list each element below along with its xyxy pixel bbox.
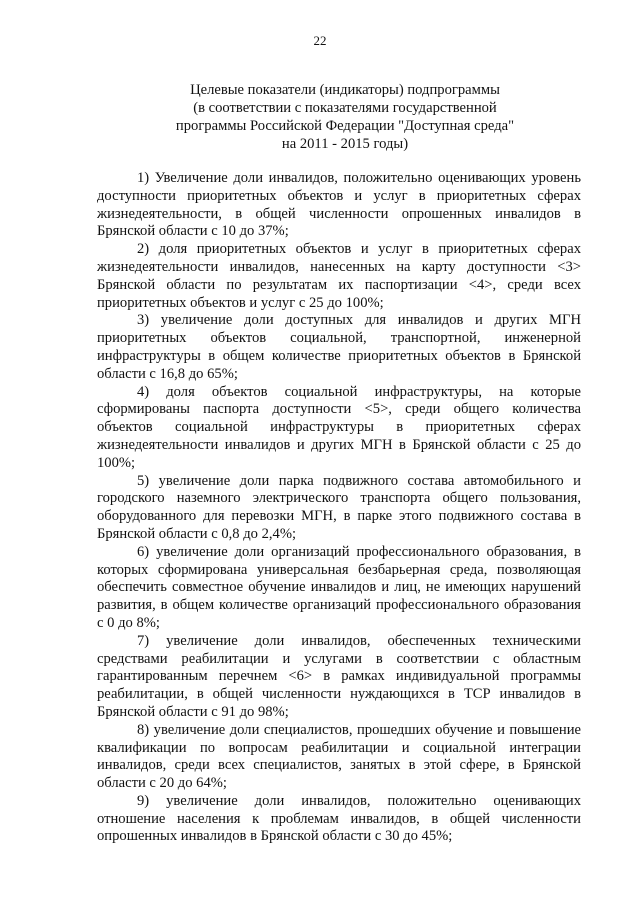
title-line-2: (в соответствии с показателями государственной (193, 100, 497, 116)
indicator-item-4: 4) доля объектов социальной инфраструктуры, на которые сформированы паспорта доступности <5>, среди общего количества объектов социальной инфраструктуры в приоритетных сферах жизнедеятельности инвалидов и других МГН в Брянской области с 25 до 100%; (97, 383, 581, 471)
title-line-3: программы Российской Федерации "Доступная среда" (175, 118, 515, 134)
title-line-1: Целевые показатели (индикаторы) подпрограммы (190, 82, 500, 98)
section-title (80, 81, 610, 153)
indicator-item-1: 1) Увеличение доли инвалидов, положительно оценивающих уровень доступности приоритетных объектов и услуг в приоритетных сферах жизнедеятельности, в общей численности опрошенных инвалидов в Брянской области с 10 до 37%; (97, 170, 581, 240)
indicator-item-7: 7) увеличение доли инвалидов, обеспеченных техническими средствами реабилитации и услугами в соответствии с областным гарантированным перечнем <6> в рамках индивидуальной программы реабилитации, в общей численности нуждающихся в ТСР инвалидов в Брянской области с 91 до 98%; (97, 632, 581, 720)
indicator-item-5: 5) увеличение доли парка подвижного состава автомобильного и городского наземного электрического транспорта общего пользования, оборудованного для перевозки МГН, в парке этого подвижного состава в Брянской области с 0,8 до 2,4%; (97, 472, 581, 542)
title-line-4: на 2011 - 2015 годы) (281, 136, 409, 152)
indicator-item-6: 6) увеличение доли организаций профессионального образования, в которых сформирована универсальная безбарьерная среда, позволяющая обеспечить совместное обучение инвалидов и лиц, не имеющих нарушений развития, в общем количестве организаций профессионального образования с 0 до 8%; (97, 543, 581, 631)
indicator-item-9: 9) увеличение доли инвалидов, положительно оценивающих отношение населения к проблемам инвалидов, в общей численности опрошенных инвалидов в Брянской области с 30 до 45%; (97, 792, 581, 845)
indicator-list (97, 170, 581, 846)
indicator-item-2: 2) доля приоритетных объектов и услуг в приоритетных сферах жизнедеятельности инвалидов, нанесенных на карту доступности <3> Брянской области по результатам их паспортизации <4>, среди всех приоритетных объектов и услуг с 25 до 100%; (97, 241, 581, 311)
indicator-item-3: 3) увеличение доли доступных для инвалидов и других МГН приоритетных объектов социальной, транспортной, инженерной инфраструктуры в общем количестве приоритетных объектов в Брянской области с 16,8 до 65%; (97, 312, 581, 382)
indicator-item-8: 8) увеличение доли специалистов, прошедших обучение и повышение квалификации по вопросам реабилитации и социальной интеграции инвалидов, среди всех специалистов, занятых в этой сфере, в Брянской области с 20 до 64%; (97, 721, 581, 792)
page-number: 22 (313, 33, 327, 48)
